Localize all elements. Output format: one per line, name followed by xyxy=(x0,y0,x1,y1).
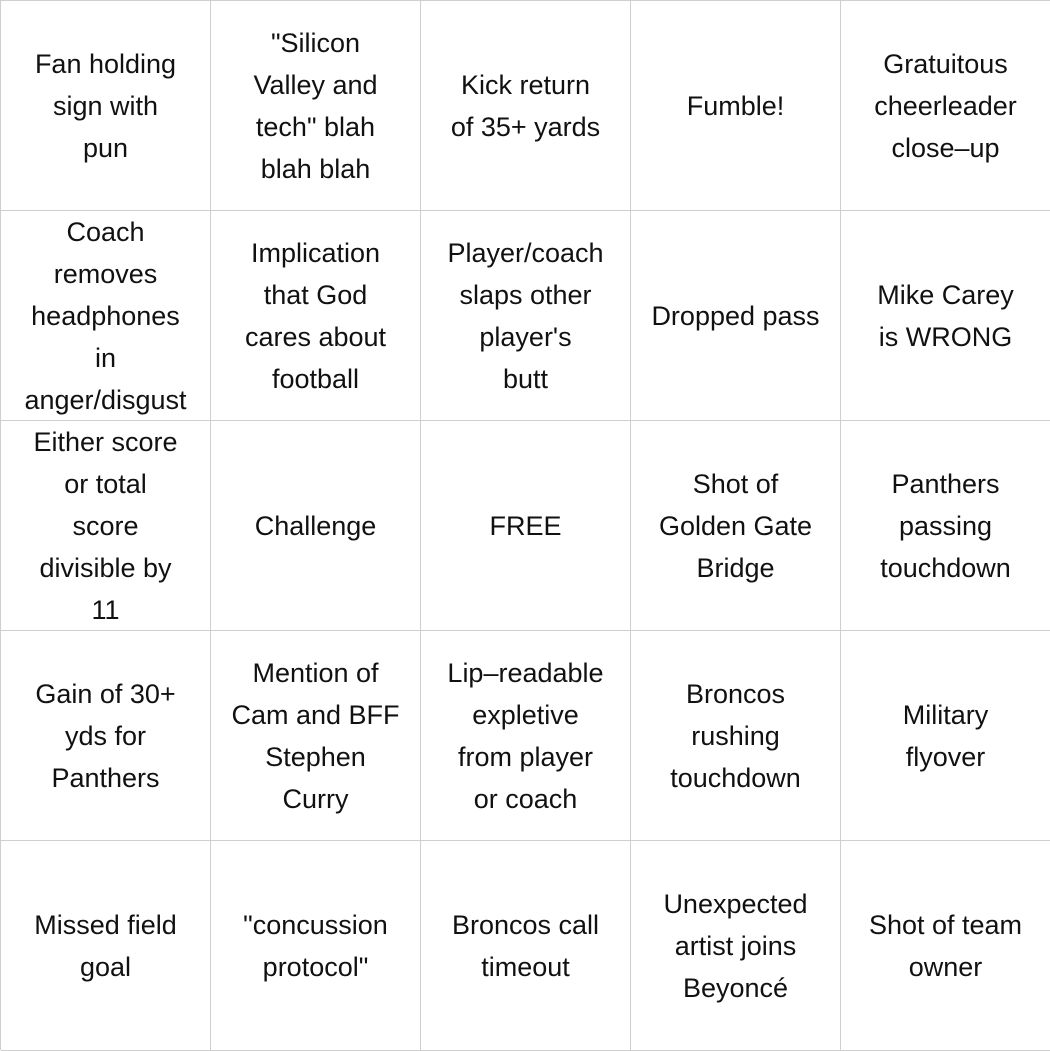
bingo-cell-text: Lip–readable expletive from player or coach xyxy=(447,657,604,814)
bingo-cell-text: Dropped pass xyxy=(651,300,820,331)
bingo-cell-r4c1[interactable] xyxy=(1,631,211,841)
bingo-cell-r4c3[interactable] xyxy=(421,631,631,841)
bingo-cell-text: Player/coach slaps other player's butt xyxy=(447,237,604,394)
bingo-cell-r1c2[interactable] xyxy=(211,1,421,211)
bingo-cell-text: Shot of Golden Gate Bridge xyxy=(658,468,813,583)
bingo-cell-text: Either score or total score divisible by 11 xyxy=(33,426,178,625)
bingo-cell-r1c4[interactable] xyxy=(631,1,841,211)
bingo-cell-text: Challenge xyxy=(254,510,377,541)
bingo-cell-r3c5[interactable] xyxy=(841,421,1050,631)
bingo-cell-text: Kick return of 35+ yards xyxy=(450,69,601,142)
bingo-cell-text: Broncos rushing touchdown xyxy=(670,678,801,793)
bingo-cell-text: Missed field goal xyxy=(34,909,177,982)
bingo-cell-text: Mike Carey is WRONG xyxy=(877,279,1014,352)
bingo-cell-text: Implication that God cares about football xyxy=(244,237,387,394)
bingo-cell-text: Fumble! xyxy=(686,90,785,121)
bingo-cell-r3c4[interactable] xyxy=(631,421,841,631)
bingo-cell-r2c5[interactable] xyxy=(841,211,1050,421)
bingo-cell-r5c3[interactable] xyxy=(421,841,631,1051)
bingo-cell-text: Gratuitous cheerleader close–up xyxy=(874,48,1017,163)
bingo-cell-text: Unexpected artist joins Beyoncé xyxy=(663,888,808,1003)
bingo-cell-r1c3[interactable] xyxy=(421,1,631,211)
free-space-text: FREE xyxy=(489,510,562,541)
bingo-cell-text: "Silicon Valley and tech" blah blah blah xyxy=(253,27,378,184)
bingo-cell-text: "concussion protocol" xyxy=(243,909,388,982)
bingo-cell-r2c2[interactable] xyxy=(211,211,421,421)
bingo-cell-text: Gain of 30+ yds for Panthers xyxy=(35,678,176,793)
bingo-cell-r1c1[interactable] xyxy=(1,1,211,211)
bingo-cell-r5c1[interactable] xyxy=(1,841,211,1051)
bingo-cell-r2c1[interactable] xyxy=(1,211,211,421)
bingo-cell-r3c2[interactable] xyxy=(211,421,421,631)
bingo-cell-text: Military flyover xyxy=(902,699,989,772)
bingo-cell-r4c2[interactable] xyxy=(211,631,421,841)
bingo-cell-free[interactable] xyxy=(421,421,631,631)
bingo-cell-r4c5[interactable] xyxy=(841,631,1050,841)
bingo-cell-r4c4[interactable] xyxy=(631,631,841,841)
bingo-cell-r3c1[interactable] xyxy=(1,421,211,631)
bingo-cell-text: Coach removes headphones in anger/disgust xyxy=(24,216,187,415)
bingo-cell-text: Fan holding sign with pun xyxy=(34,48,177,163)
bingo-cell-text: Broncos call timeout xyxy=(451,909,600,982)
bingo-cell-r5c4[interactable] xyxy=(631,841,841,1051)
bingo-cell-r2c4[interactable] xyxy=(631,211,841,421)
bingo-cell-r1c5[interactable] xyxy=(841,1,1050,211)
bingo-cell-text: Panthers passing touchdown xyxy=(880,468,1011,583)
bingo-cell-r5c5[interactable] xyxy=(841,841,1050,1051)
bingo-cell-text: Shot of team owner xyxy=(868,909,1023,982)
bingo-cell-r2c3[interactable] xyxy=(421,211,631,421)
bingo-cell-text: Mention of Cam and BFF Stephen Curry xyxy=(231,657,400,814)
bingo-cell-r5c2[interactable] xyxy=(211,841,421,1051)
